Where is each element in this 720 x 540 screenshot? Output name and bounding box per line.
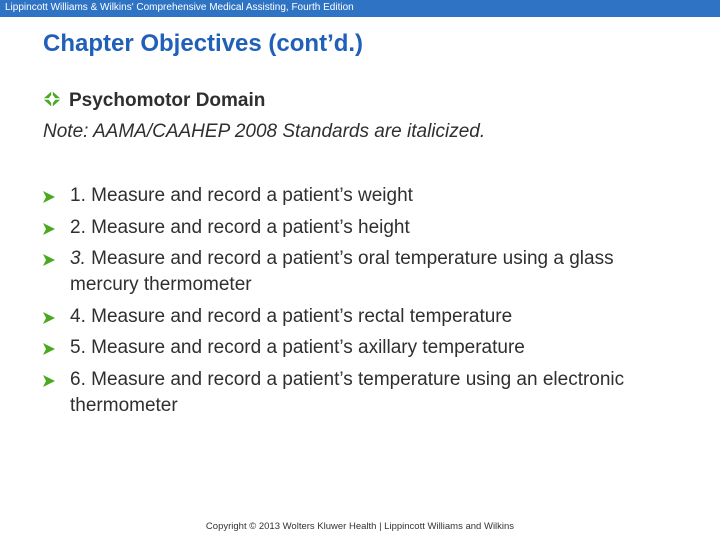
domain-heading [43, 89, 265, 113]
objective-text: Measure and record a patient’s height [85, 216, 410, 238]
arrowhead-icon [43, 223, 55, 235]
header-bar [0, 0, 720, 17]
objective-number: 2. [70, 216, 86, 238]
list-item [43, 183, 683, 209]
book-title: Lippincott Williams & Wilkins' Comprehensive Medical Assisting, Fourth Edition [5, 2, 354, 13]
objective-number: 6. [70, 368, 86, 390]
objective-number: 4. [70, 305, 86, 327]
list-item [43, 367, 683, 419]
list-item [43, 246, 683, 298]
objective-number: 3. [70, 248, 86, 270]
arrowhead-icon [43, 254, 55, 266]
arrowhead-icon [43, 343, 55, 355]
slide-title: Chapter Objectives (cont’d.) [43, 30, 364, 57]
arrowhead-icon [43, 375, 55, 387]
list-item [43, 215, 683, 241]
arrowhead-icon [43, 191, 55, 203]
standards-note: Note: AAMA/CAAHEP 2008 Standards are italicized. [43, 121, 486, 142]
objective-text: Measure and record a patient’s weight [85, 185, 413, 206]
objective-number: 1. [70, 185, 86, 206]
copyright-footer: Copyright © 2013 Wolters Kluwer Health | Lippincott Williams and Wilkins [205, 521, 515, 532]
objective-number: 5. [70, 337, 86, 359]
arrowhead-icon [43, 312, 55, 324]
objectives-list [43, 183, 683, 425]
objective-text: Measure and record a patient’s oral temperature using a glass mercury thermometer [70, 248, 614, 296]
objective-text: Measure and record a patient’s axillary temperature [85, 337, 525, 359]
list-item [43, 335, 683, 361]
list-item [43, 304, 683, 330]
diamond-checker-icon [43, 91, 61, 107]
domain-heading-label: Psychomotor Domain [69, 90, 266, 111]
objective-text: Measure and record a patient’s temperature using an electronic thermometer [70, 368, 625, 416]
objective-text: Measure and record a patient’s rectal temperature [85, 305, 513, 327]
